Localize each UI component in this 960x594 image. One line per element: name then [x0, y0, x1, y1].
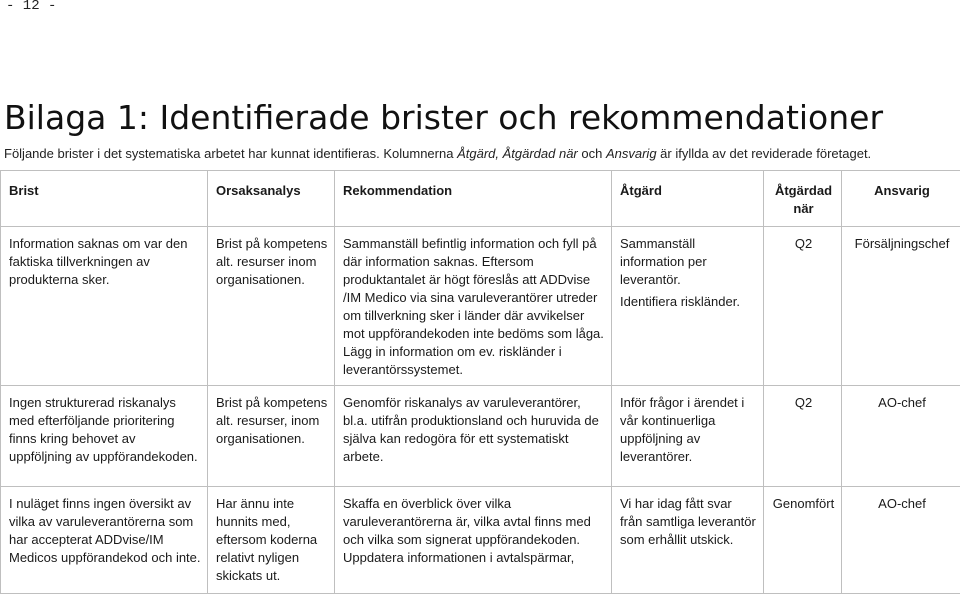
intro-text-part: och: [577, 146, 606, 161]
table-header-row: [1, 171, 960, 227]
col-header-brist: Brist: [1, 171, 208, 227]
cell-rekommendation: Sammanställ befintlig information och fyll på där information saknas. Eftersom produktantalet är högt föreslås att ADDvise /IM Medico via sina varuleverantörer utreder om tillverkning sker i länder där avvikelser mot uppförandekoden inte bedöms som låga. Lägg in information om ev. riskländer i leverantörssystemet.: [335, 227, 612, 386]
atgard-line: Identifiera riskländer.: [620, 294, 740, 309]
table-row: [1, 487, 960, 594]
cell-brist: Ingen strukturerad riskanalys med efterföljande prioritering finns kring behovet av uppföljning av uppförandekoden.: [1, 386, 208, 487]
intro-text: [4, 146, 871, 161]
cell-ansvarig: AO-chef: [842, 487, 960, 594]
col-header-atgardad-nar: Åtgärdad när: [764, 171, 842, 227]
intro-italic-columns: Åtgärd, Åtgärdad när: [457, 146, 578, 161]
cell-atgardad-nar: Q2: [764, 227, 842, 386]
cell-orsaksanalys: Har ännu inte hunnits med, eftersom koderna relativt nyligen skickats ut.: [208, 487, 335, 594]
findings-table: [0, 170, 960, 594]
col-header-orsaksanalys: Orsaksanalys: [208, 171, 335, 227]
col-header-atgard: Åtgärd: [612, 171, 764, 227]
cell-atgardad-nar: Genomfört: [764, 487, 842, 594]
table-row: [1, 227, 960, 386]
page-number: - 12 -: [6, 0, 57, 14]
cell-rekommendation: Genomför riskanalys av varuleverantörer, bl.a. utifrån produktionsland och huruvida de själva kan redogöra för ett systematiskt arbete.: [335, 386, 612, 487]
page-title: Bilaga 1: Identifierade brister och rekommendationer: [4, 98, 884, 137]
cell-atgard: Inför frågor i ärendet i vår kontinuerliga uppföljning av leverantörer.: [612, 386, 764, 487]
cell-atgard: [612, 227, 764, 386]
cell-atgard: Vi har idag fått svar från samtliga leverantör som erhållit utskick.: [612, 487, 764, 594]
intro-text-part: Följande brister i det systematiska arbetet har kunnat identifieras. Kolumnerna: [4, 146, 458, 161]
cell-brist: Information saknas om var den faktiska tillverkningen av produkterna sker.: [1, 227, 208, 386]
cell-atgardad-nar: Q2: [764, 386, 842, 487]
col-header-ansvarig: Ansvarig: [842, 171, 960, 227]
table-row: [1, 386, 960, 487]
cell-brist: I nuläget finns ingen översikt av vilka av varuleverantörerna som har accepterat ADDvise/IM Medicos uppförandekod och inte.: [1, 487, 208, 594]
cell-ansvarig: AO-chef: [842, 386, 960, 487]
intro-text-part: är ifyllda av det reviderade företaget.: [656, 146, 872, 161]
atgard-line: Sammanställ information per leverantör.: [620, 236, 707, 287]
cell-ansvarig: Försäljningschef: [842, 227, 960, 386]
col-header-rekommendation: Rekommendation: [335, 171, 612, 227]
cell-rekommendation: Skaffa en överblick över vilka varuleverantörerna är, vilka avtal finns med och vilka som signerat uppförandekoden. Uppdatera informationen i avtalspärmar,: [335, 487, 612, 594]
cell-orsaksanalys: Brist på kompetens alt. resurser inom organisationen.: [208, 227, 335, 386]
intro-italic-ansvarig: Ansvarig: [605, 146, 657, 161]
cell-orsaksanalys: Brist på kompetens alt. resurser, inom organisationen.: [208, 386, 335, 487]
